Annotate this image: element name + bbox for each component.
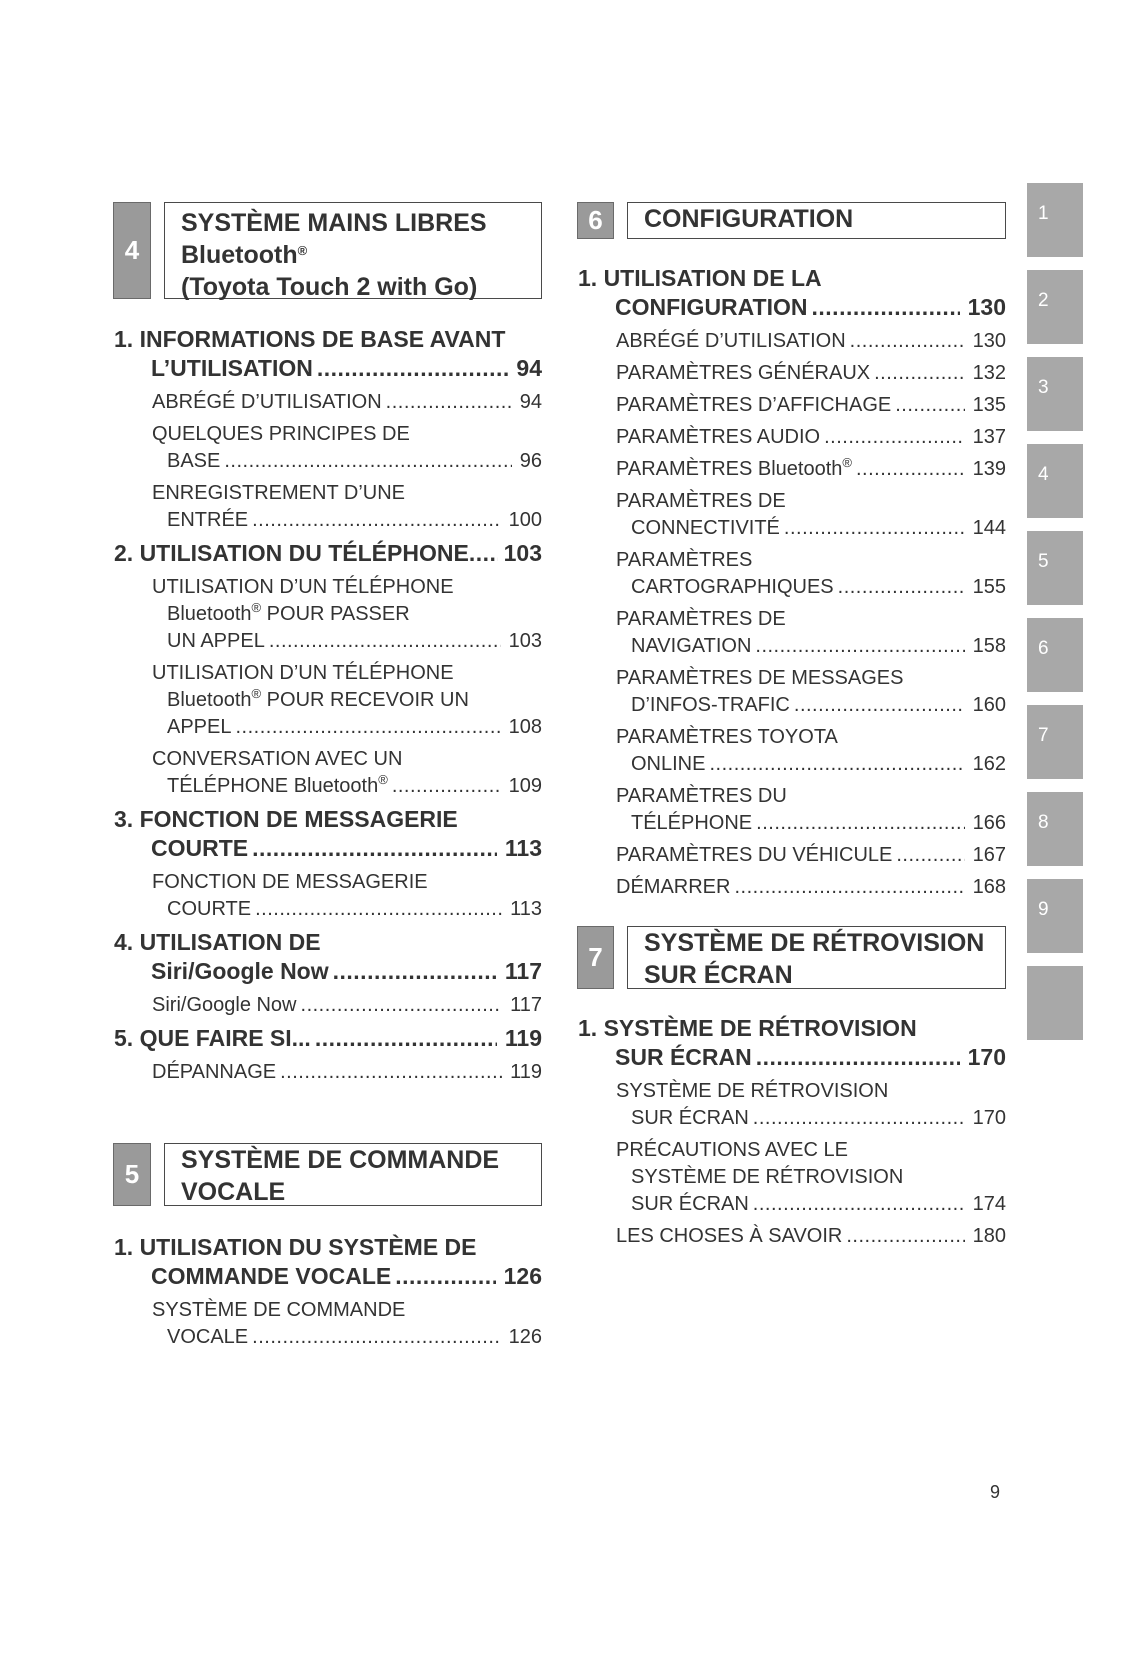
- page-ref: 170: [972, 1107, 1006, 1129]
- chapter-tab-5[interactable]: 5: [1027, 531, 1083, 605]
- section-title: [164, 202, 542, 299]
- section-title-line: Bluetooth®: [181, 241, 308, 269]
- section-title-line: SYSTÈME DE RÉTROVISION: [644, 929, 985, 957]
- page-ref: 168: [972, 876, 1006, 898]
- toc-topic-entry[interactable]: PARAMÈTRES DU TÉLÉPHONE ..... 166: [616, 783, 1006, 837]
- page-number: 9: [990, 1482, 1001, 1502]
- page-ref: 96: [519, 450, 542, 472]
- page-ref: 162: [972, 753, 1006, 775]
- page-ref: 174: [972, 1193, 1006, 1215]
- toc-topic-entry[interactable]: CONVERSATION AVEC UN TÉLÉPHONE Bluetooth® ..... 109: [152, 746, 542, 800]
- page-ref: 94: [516, 355, 542, 381]
- page-ref: 170: [967, 1044, 1006, 1070]
- toc-topic-entry[interactable]: SYSTÈME DE RÉTROVISION SUR ÉCRAN ..... 170: [616, 1078, 1006, 1132]
- page-ref: 144: [972, 517, 1006, 539]
- page-ref: 155: [972, 576, 1006, 598]
- toc-topic-entry[interactable]: PARAMÈTRES Bluetooth® ..... 139: [616, 456, 1006, 483]
- page-ref: 119: [510, 1061, 542, 1083]
- toc-topic-entry[interactable]: LES CHOSES À SAVOIR ..... 180: [616, 1223, 1006, 1250]
- section-title-line: SYSTÈME DE COMMANDE: [181, 1146, 500, 1174]
- toc-topic-entry[interactable]: PARAMÈTRES GÉNÉRAUX ..... 132: [616, 360, 1006, 387]
- section-5-entries: [114, 1233, 542, 1356]
- toc-topic-entry[interactable]: Siri/Google Now ..... 117: [152, 992, 542, 1019]
- section-number-badge: 6: [577, 202, 614, 239]
- toc-topic-entry[interactable]: QUELQUES PRINCIPES DE BASE ..... 96: [152, 421, 542, 475]
- toc-topic-entry[interactable]: PARAMÈTRES DE MESSAGES D’INFOS-TRAFIC ..... 160: [616, 665, 1006, 719]
- section-title: [627, 202, 1006, 239]
- page-ref: 119: [504, 1025, 542, 1051]
- section-title: [164, 1143, 542, 1206]
- toc-topic-entry[interactable]: ABRÉGÉ D’UTILISATION ..... 130: [616, 328, 1006, 355]
- toc-chapter-entry[interactable]: 5. QUE FAIRE SI... ..... 119: [114, 1024, 542, 1053]
- chapter-tab-8[interactable]: 8: [1027, 792, 1083, 866]
- toc-topic-entry[interactable]: PARAMÈTRES AUDIO ..... 137: [616, 424, 1006, 451]
- page-ref: 126: [508, 1326, 542, 1348]
- page-ref: 109: [508, 775, 542, 797]
- section-title-line: VOCALE: [181, 1178, 286, 1206]
- page-ref: 113: [510, 898, 542, 920]
- toc-topic-entry[interactable]: PARAMÈTRES TOYOTA ONLINE ..... 162: [616, 724, 1006, 778]
- page-ref: 117: [504, 958, 542, 984]
- chapter-tab-7[interactable]: 7: [1027, 705, 1083, 779]
- page-ref: 137: [972, 426, 1006, 448]
- toc-topic-entry[interactable]: UTILISATION D’UN TÉLÉPHONE Bluetooth® POUR PASSER UN APPEL ..... 103: [152, 574, 542, 655]
- section-6-entries: [578, 264, 1006, 906]
- section-title-line: CONFIGURATION: [644, 205, 854, 233]
- section-number-badge: 4: [113, 202, 151, 299]
- toc-topic-entry[interactable]: PARAMÈTRES DU VÉHICULE ..... 167: [616, 842, 1006, 869]
- page-ref: 126: [503, 1263, 542, 1289]
- section-title-line: SUR ÉCRAN: [644, 961, 793, 989]
- section-number-badge: 5: [113, 1143, 151, 1206]
- toc-topic-entry[interactable]: DÉMARRER ..... 168: [616, 874, 1006, 901]
- page-ref: 130: [967, 294, 1006, 320]
- toc-chapter-entry[interactable]: 3. FONCTION DE MESSAGERIE COURTE ..... 113: [114, 805, 542, 863]
- page-ref: 130: [972, 330, 1006, 352]
- page-ref: 135: [972, 394, 1006, 416]
- page-ref: 113: [504, 835, 542, 861]
- page-ref: 103: [508, 630, 542, 652]
- page-ref: 94: [519, 391, 542, 413]
- section-title-line: SYSTÈME MAINS LIBRES: [181, 209, 487, 237]
- toc-topic-entry[interactable]: PARAMÈTRES DE NAVIGATION ..... 158: [616, 606, 1006, 660]
- chapter-tab-4[interactable]: 4: [1027, 444, 1083, 518]
- toc-topic-entry[interactable]: FONCTION DE MESSAGERIE COURTE ..... 113: [152, 869, 542, 923]
- toc-topic-entry[interactable]: UTILISATION D’UN TÉLÉPHONE Bluetooth® POUR RECEVOIR UN APPEL ..... 108: [152, 660, 542, 741]
- chapter-tab-3[interactable]: 3: [1027, 357, 1083, 431]
- page-ref: 166: [972, 812, 1006, 834]
- toc-topic-entry[interactable]: DÉPANNAGE ..... 119: [152, 1059, 542, 1086]
- chapter-tab-1[interactable]: 1: [1027, 183, 1083, 257]
- toc-chapter-entry[interactable]: 1. UTILISATION DE LA CONFIGURATION ..... 130: [578, 264, 1006, 322]
- toc-topic-entry[interactable]: SYSTÈME DE COMMANDE VOCALE ..... 126: [152, 1297, 542, 1351]
- toc-topic-entry[interactable]: PARAMÈTRES D’AFFICHAGE ..... 135: [616, 392, 1006, 419]
- page-ref: 132: [972, 362, 1006, 384]
- page-ref: 108: [508, 716, 542, 738]
- page-ref: 100: [508, 509, 542, 531]
- page-ref: 139: [972, 458, 1006, 480]
- chapter-tab-6[interactable]: 6: [1027, 618, 1083, 692]
- toc-topic-entry[interactable]: PRÉCAUTIONS AVEC LE SYSTÈME DE RÉTROVISION SUR ÉCRAN ..... 174: [616, 1137, 1006, 1218]
- toc-topic-entry[interactable]: ENREGISTREMENT D’UNE ENTRÉE ..... 100: [152, 480, 542, 534]
- section-title: [627, 926, 1006, 989]
- page-ref: 103: [503, 540, 542, 566]
- chapter-tab-2[interactable]: 2: [1027, 270, 1083, 344]
- toc-topic-entry[interactable]: PARAMÈTRES CARTOGRAPHIQUES ..... 155: [616, 547, 1006, 601]
- chapter-tab-9[interactable]: 9: [1027, 879, 1083, 953]
- toc-chapter-entry[interactable]: 4. UTILISATION DE Siri/Google Now ..... 117: [114, 928, 542, 986]
- toc-chapter-entry[interactable]: 1. SYSTÈME DE RÉTROVISION SUR ÉCRAN ..... 170: [578, 1014, 1006, 1072]
- section-7-entries: [578, 1014, 1006, 1255]
- toc-topic-entry[interactable]: ABRÉGÉ D’UTILISATION ..... 94: [152, 389, 542, 416]
- toc-chapter-entry[interactable]: 1. INFORMATIONS DE BASE AVANT L’UTILISATION ..... 94: [114, 325, 542, 383]
- toc-chapter-entry[interactable]: 2. UTILISATION DU TÉLÉPHONE ..... 103: [114, 539, 542, 568]
- page-ref: 160: [972, 694, 1006, 716]
- section-title-line: (Toyota Touch 2 with Go): [181, 273, 478, 301]
- page-ref: 180: [972, 1225, 1006, 1247]
- page-ref: 158: [972, 635, 1006, 657]
- page-ref: 167: [972, 844, 1006, 866]
- section-4-entries: [114, 325, 542, 1091]
- chapter-tab-10[interactable]: [1027, 966, 1083, 1040]
- page-ref: 117: [510, 994, 542, 1016]
- toc-chapter-entry[interactable]: 1. UTILISATION DU SYSTÈME DE COMMANDE VOCALE ..... 126: [114, 1233, 542, 1291]
- section-number-badge: 7: [577, 926, 614, 989]
- toc-topic-entry[interactable]: PARAMÈTRES DE CONNECTIVITÉ ..... 144: [616, 488, 1006, 542]
